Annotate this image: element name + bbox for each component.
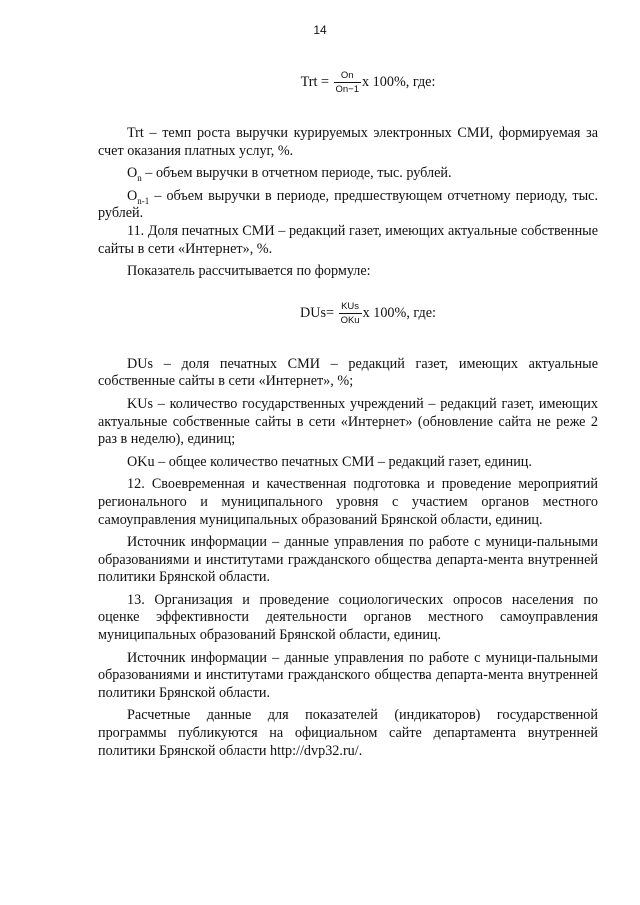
formula-numerator: KUs — [339, 301, 362, 314]
document-body — [98, 70, 598, 760]
on1-subscript: n-1 — [137, 195, 150, 206]
formula-fraction — [339, 301, 362, 326]
formula-rhs: x 100%, где: — [362, 304, 436, 321]
paragraph-trt-definition: Trt – темп роста выручки курируемых электронных СМИ, формируемая за счет оказания платных услуг, %. — [98, 125, 598, 159]
paragraph-on-definition — [98, 165, 598, 183]
paragraph-oku-definition: OKu – общее количество печатных СМИ – редакций газет, единиц. — [127, 453, 532, 470]
formula-lhs: Trt = — [300, 73, 329, 90]
formula-denominator: On−1 — [335, 84, 360, 95]
on-symbol: O — [127, 165, 138, 182]
formula-denominator: OKu — [340, 314, 360, 326]
paragraph-item-11: 11. Доля печатных СМИ – редакций газет, имеющих актуальные собственные сайты в сети «Интернет», %. — [98, 222, 598, 257]
formula-rhs: x 100%, где: — [362, 73, 436, 90]
paragraph-item-13: 13. Организация и проведение социологических опросов населения по оценке эффективности деятельности органов местного самоуправления муниципальных образований Брянской области, единиц. — [98, 591, 598, 644]
on1-text: – объем выручки в периоде, предшествующем отчетному периоду, тыс. рублей. — [98, 187, 599, 222]
paragraph-on1-definition — [98, 188, 598, 223]
paragraph-source-2: Источник информации – данные управления по работе с муници-пальными образованиями и институтами гражданского общества департа-мента внутренней политики Брянской области. — [98, 649, 598, 701]
formula-numerator: On — [334, 70, 362, 83]
paragraph-source-1: Источник информации – данные управления по работе с муници-пальными образованиями и институтами гражданского общества департа-мента внутренней политики Брянской области. — [98, 534, 598, 586]
formula-growth-rate — [138, 70, 598, 95]
paragraph-dus-definition: DUs – доля печатных СМИ – редакций газет, имеющих актуальные собственные сайты в сети «Интернет», %; — [98, 355, 598, 390]
formula-fraction — [334, 70, 362, 95]
paragraph-kus-definition: KUs – количество государственных учреждений – редакций газет, имеющих актуальные собственные сайты в сети «Интернет» (обновление сайта не реже 2 раз в неделю), единиц; — [98, 395, 598, 448]
on-subscript: n — [137, 173, 142, 184]
page-number: 14 — [313, 23, 327, 37]
formula-share — [138, 301, 598, 326]
formula-lhs: DUs= — [300, 304, 335, 321]
on-text: – объем выручки в отчетном периоде, тыс. рублей. — [145, 165, 452, 182]
paragraph-formula-intro: Показатель рассчитывается по формуле: — [127, 263, 371, 280]
paragraph-item-12: 12. Своевременная и качественная подготовка и проведение мероприятий регионального и муниципального уровня с участием органов местного самоуправления муниципальных образований Брянской области, единиц. — [98, 476, 598, 528]
paragraph-publication-note: Расчетные данные для показателей (индикаторов) государственной программы публикуются на официальном сайте департамента внутренней политики Брянской области http://dvp32.ru/. — [98, 707, 598, 759]
on1-symbol: O — [127, 187, 138, 204]
